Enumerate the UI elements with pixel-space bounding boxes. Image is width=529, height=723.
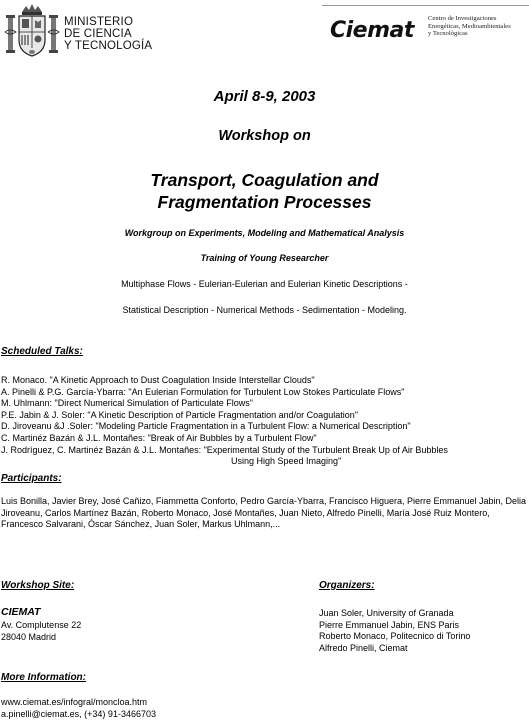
ciemat-sub-line: Centro de Investigaciones [428,15,497,22]
ministry-name [64,16,152,52]
organizers-heading: Organizers: [319,580,375,591]
talk-item: R. Monaco. "A Kinetic Approach to Dust Coagulation Inside Interstellar Clouds" [1,375,315,385]
more-info-heading: More Information: [1,672,86,683]
organizer-item: Pierre Emmanuel Jabin, ENS Paris [319,619,460,630]
ministry-line: MINISTERIO [64,16,134,28]
organizers-list [319,608,470,654]
talks-list [1,375,529,468]
more-info-text [1,697,156,720]
ministry-line: Y TECNOLOGÍA [64,40,153,52]
event-title [0,169,529,213]
topics-line: Statistical Description - Numerical Methods - Sedimentation - Modeling. [122,305,407,315]
talk-item: C. Martinéz Bazán & J.L. Montañes: "Break of Air Bubbles by a Turbulent Flow" [1,432,317,443]
talk-item: D. Jiroveanu &J .Soler: "Modeling Particle Fragmentation in a Turbulent Flow: a Numerical Description" [1,421,411,432]
talk-item: M. Uhlmann: "Direct Numerical Simulation of Particulate Flows" [1,398,253,409]
workshop-label: Workshop on [218,128,311,144]
title-line: Fragmentation Processes [157,192,372,212]
workgroup-line: Workgroup on Experiments, Modeling and Mathematical Analysis [124,228,405,238]
contact-email-link[interactable]: a.pinelli@ciemat.es, (+34) 91-3466703 [1,708,156,719]
talk-item: P.E. Jabin & J. Soler: "A Kinetic Description of Particle Fragmentation and/or Coagulation" [1,409,358,420]
info-url-link[interactable]: www.ciemat.es/infogral/moncloa.htm [1,697,148,707]
event-date: April 8-9, 2003 [213,88,316,105]
address-line: Av. Complutense 22 [1,620,82,630]
talk-item: A. Pinelli & P.G. García-Ybarra: "An Eulerian Formulation for Turbulent Low Stokes Particulate Flows" [1,386,405,397]
address-line: 28040 Madrid [1,631,57,642]
participants-text: Luis Bonilla, Javier Brey, José Cañizo, Fiammetta Conforto, Pedro García-Ybarra, Francisco Higuera, Pierre Emmanuel Jabin, Delia Jiroveanu, Carlos Martínez Bazán, Roberto Monaco, José Montañes, Juan Nieto, Alfredo Pinelli, María José Ruiz Montero, Francesco Salvarani, Óscar Sánchez, Juan Soler, Markus Uhlmann,... [1,496,527,530]
talks-heading: Scheduled Talks: [1,346,83,357]
organizer-item: Roberto Monaco, Politecnico di Torino [319,631,471,642]
title-line: Transport, Coagulation and [150,170,379,190]
talk-item-continuation: Using High Speed Imaging" [231,456,342,467]
site-name: CIEMAT [1,606,41,618]
site-heading: Workshop Site: [1,580,75,591]
ministry-line: DE CIENCIA [64,28,132,40]
training-line: Training of Young Researcher [200,253,329,263]
participants-heading: Participants: [1,473,62,484]
header-rule [322,5,529,6]
coat-of-arms-icon [4,2,60,60]
ciemat-sub-line: y Tecnológicas [428,30,468,38]
organizer-item: Alfredo Pinelli, Ciemat [319,642,408,653]
site-address [1,620,81,643]
talk-item: J. Rodríguez, C. Martinéz Bazán & J.L. Montañes: "Experimental Study of the Turbulent Break Up of Air Bubbles [1,444,448,455]
organizer-item: Juan Soler, University of Granada [319,608,454,618]
ciemat-sub-line: Energéticas, Medioambientales [428,22,511,30]
ciemat-subtitle [428,15,511,38]
topics-line: Multiphase Flows - Eulerian-Eulerian and Eulerian Kinetic Descriptions - [121,279,408,289]
ciemat-logo: Ciemat [330,18,414,43]
